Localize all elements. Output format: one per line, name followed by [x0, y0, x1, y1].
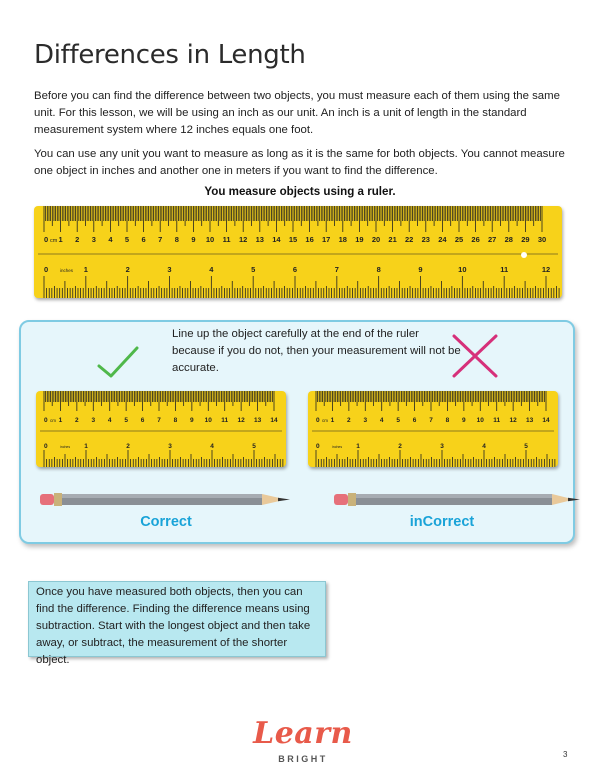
- correct-ruler-graphic: [36, 391, 286, 467]
- cm-unit: cm: [50, 418, 56, 423]
- cm-label: 11: [221, 417, 229, 424]
- inch-label: 2: [126, 443, 130, 450]
- cm-label: 27: [488, 235, 497, 244]
- cm-label: 22: [405, 235, 414, 244]
- ruler-caption: You measure objects using a ruler.: [204, 185, 396, 198]
- inch-label: 0: [44, 443, 48, 450]
- cm-label: 23: [421, 235, 430, 244]
- inch-label: 2: [125, 265, 130, 274]
- cm-label: 6: [141, 235, 146, 244]
- tip-text: Line up the object carefully at the end of the ruler because if you do not, then your measurement will not be accurate.: [172, 328, 461, 374]
- inch-unit: inches: [60, 268, 74, 273]
- checkmark-icon: [95, 344, 141, 380]
- cm-label: 1: [58, 417, 63, 424]
- inch-label: 4: [482, 443, 486, 450]
- ruler-hole: [521, 252, 527, 258]
- cm-label: 0: [316, 417, 320, 424]
- inch-label: 3: [440, 443, 444, 450]
- cm-label: 11: [493, 417, 501, 424]
- cm-label: 18: [338, 235, 347, 244]
- cm-label: 8: [174, 235, 179, 244]
- inch-label: 4: [210, 443, 214, 450]
- inch-label: 1: [356, 443, 360, 450]
- cm-label: 7: [157, 417, 161, 424]
- cm-label: 26: [471, 235, 480, 244]
- cm-label: 0: [44, 235, 49, 244]
- correct-pencil-icon: [40, 490, 292, 510]
- cm-label: 3: [363, 417, 368, 424]
- incorrect-label: inCorrect: [409, 514, 475, 530]
- inch-label: 10: [458, 265, 467, 274]
- cm-label: 14: [272, 235, 281, 244]
- page-title: Differences in Length: [34, 40, 306, 70]
- cm-label: 8: [445, 417, 450, 424]
- incorrect-ruler: [308, 391, 558, 467]
- cm-label: 11: [222, 235, 231, 244]
- intro-paragraph-2: You can use any unit you want to measure as long as it is the same for both objects. You cannot measure one object in inches and another one in meters if you want to find the difference.: [34, 148, 565, 177]
- inch-label: 0: [316, 443, 320, 450]
- cm-label: 2: [75, 235, 80, 244]
- cm-label: 5: [124, 417, 128, 424]
- cm-label: 14: [542, 417, 550, 424]
- cm-label: 19: [355, 235, 364, 244]
- inch-label: 4: [209, 265, 214, 274]
- cm-label: 1: [330, 417, 335, 424]
- cm-label: 4: [379, 417, 384, 424]
- inch-label: 11: [500, 265, 509, 274]
- cm-label: 0: [44, 417, 48, 424]
- inch-label: 8: [376, 265, 381, 274]
- incorrect-ruler-graphic: [308, 391, 558, 467]
- cm-label: 13: [525, 417, 534, 424]
- cm-label: 30: [537, 235, 547, 244]
- cm-label: 28: [504, 235, 513, 244]
- inch-label: 3: [167, 265, 172, 274]
- cm-label: 7: [429, 417, 433, 424]
- inch-label: 9: [418, 265, 423, 274]
- cm-label: 2: [347, 417, 351, 424]
- cm-label: 6: [140, 417, 145, 424]
- cm-label: 6: [412, 417, 417, 424]
- cm-label: 2: [75, 417, 79, 424]
- cm-label: 12: [239, 235, 248, 244]
- big-ruler: [34, 206, 562, 298]
- cm-label: 21: [388, 235, 397, 244]
- cm-label: 25: [454, 235, 464, 244]
- cm-label: 4: [108, 235, 113, 244]
- cm-label: 13: [255, 235, 264, 244]
- intro-paragraph-1: Before you can find the difference between two objects, you must measure each of them using the same unit. For this lesson, we will be using an inch as our unit. An inch is a unit of length in the standard measurement system where 12 inches equals one foot.: [34, 90, 560, 136]
- learn-bright-logo: [248, 716, 358, 768]
- inch-label: 0: [44, 265, 49, 274]
- cm-label: 10: [204, 417, 212, 424]
- big-ruler-graphic: [34, 206, 562, 298]
- correct-ruler: [36, 391, 286, 467]
- cm-label: 10: [476, 417, 484, 424]
- cm-label: 5: [396, 417, 400, 424]
- cm-label: 12: [237, 417, 245, 424]
- cm-label: 20: [371, 235, 381, 244]
- cm-label: 4: [107, 417, 112, 424]
- logo-subtitle: BRIGHT: [278, 754, 328, 764]
- correct-label: Correct: [140, 514, 192, 530]
- logo-word: Learn: [253, 716, 353, 751]
- inch-label: 3: [168, 443, 172, 450]
- cm-unit: cm: [322, 418, 328, 423]
- cm-label: 13: [253, 417, 262, 424]
- inch-label: 7: [334, 265, 339, 274]
- cm-label: 3: [91, 235, 96, 244]
- inch-label: 12: [541, 265, 551, 274]
- inch-label: 2: [398, 443, 402, 450]
- cm-label: 29: [521, 235, 530, 244]
- cm-label: 9: [190, 417, 194, 424]
- inch-label: 6: [292, 265, 298, 274]
- inch-label: 1: [84, 443, 88, 450]
- inch-unit: inches: [332, 445, 343, 449]
- cm-unit: cm: [50, 238, 58, 244]
- cm-label: 7: [158, 235, 163, 244]
- inch-label: 1: [83, 265, 88, 274]
- cm-label: 14: [270, 417, 278, 424]
- page-number: 3: [563, 750, 568, 759]
- cm-label: 3: [91, 417, 96, 424]
- cross-icon: [450, 332, 500, 380]
- cm-label: 16: [305, 235, 314, 244]
- inch-label: 5: [524, 443, 528, 450]
- cm-label: 15: [288, 235, 298, 244]
- cm-label: 9: [191, 235, 196, 244]
- inch-label: 5: [252, 443, 256, 450]
- cm-label: 10: [205, 235, 215, 244]
- cm-label: 24: [438, 235, 447, 244]
- cm-label: 1: [58, 235, 63, 244]
- cm-label: 5: [124, 235, 130, 244]
- inch-unit: inches: [60, 445, 71, 449]
- cm-label: 12: [509, 417, 517, 424]
- cm-label: 17: [322, 235, 331, 244]
- cm-label: 8: [173, 417, 178, 424]
- incorrect-pencil-icon: [334, 490, 582, 510]
- cm-label: 9: [462, 417, 466, 424]
- inch-label: 5: [251, 265, 256, 274]
- summary-text: Once you have measured both objects, then you can find the difference. Finding the difference means using subtraction. Start with the longest object and then take away, or subtract, the measurement of the shorter object.: [36, 586, 311, 666]
